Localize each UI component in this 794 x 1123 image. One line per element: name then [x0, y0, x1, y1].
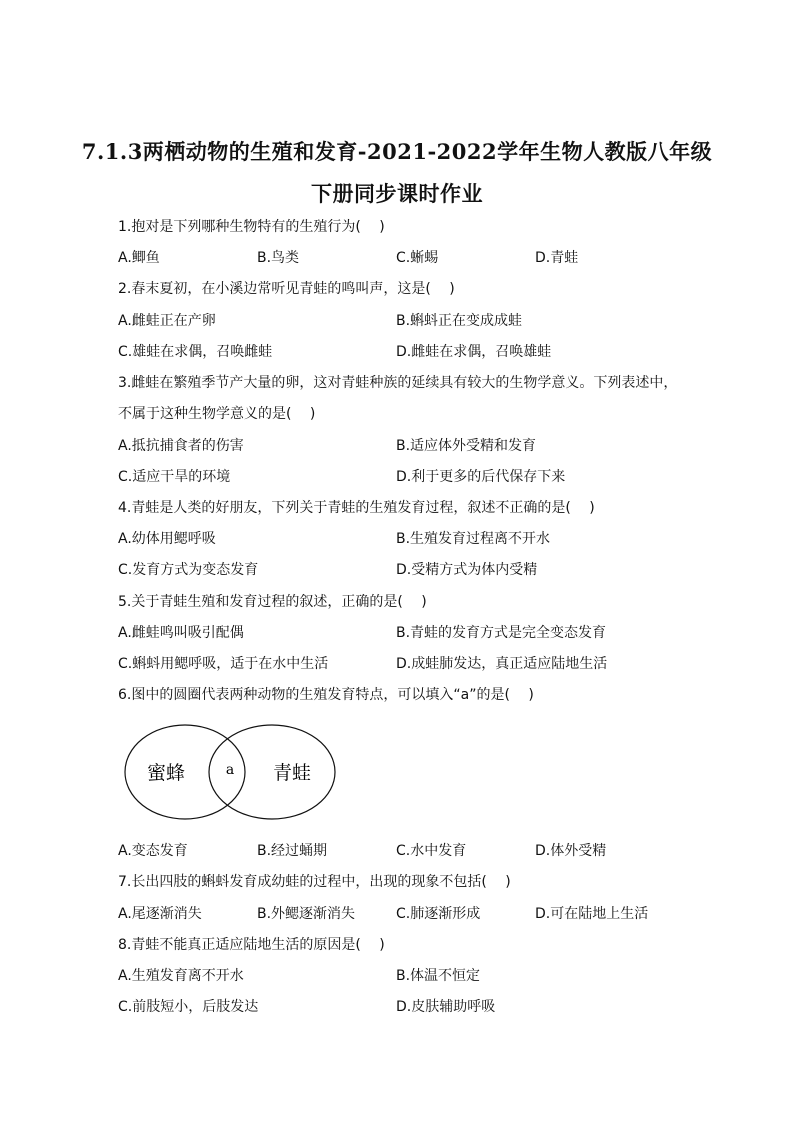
question-stem: 4.青蛙是人类的好朋友，下列关于青蛙的生殖发育过程，叙述不正确的是( ) [118, 500, 595, 516]
option-c: C.肺逐渐形成 [396, 906, 481, 922]
option-a: A.雌蛙鸣叫吸引配偶 [118, 625, 244, 641]
question-stem: 1.抱对是下列哪种生物特有的生殖行为( ) [118, 219, 385, 235]
venn-label-a: a [225, 762, 235, 778]
option-c: C.蝌蚪用鳃呼吸，适于在水中生活 [118, 656, 329, 672]
question-stem: 3.雌蛙在繁殖季节产大量的卵，这对青蛙种族的延续具有较大的生物学意义。下列表述中， [118, 375, 678, 391]
option-d: D.利于更多的后代保存下来 [396, 469, 566, 485]
document-title-line2: 下册同步课时作业 [311, 181, 483, 206]
option-c: C.水中发育 [396, 843, 467, 859]
option-a: A.抵抗捕食者的伤害 [118, 438, 244, 454]
venn-diagram [122, 722, 338, 822]
option-b: B.体温不恒定 [396, 968, 481, 984]
option-b: B.经过蛹期 [257, 843, 328, 859]
option-b: B.生殖发育过程离不开水 [396, 531, 551, 547]
venn-label-bee: 蜜蜂 [146, 762, 186, 784]
question-stem: 8.青蛙不能真正适应陆地生活的原因是( ) [118, 937, 385, 953]
venn-label-frog: 青蛙 [272, 762, 312, 784]
option-d: D.成蛙肺发达，真正适应陆地生活 [396, 656, 608, 672]
option-a: A.变态发育 [118, 843, 188, 859]
option-b: B.外鳃逐渐消失 [257, 906, 356, 922]
option-c: C.前肢短小，后肢发达 [118, 999, 259, 1015]
option-d: D.青蛙 [535, 250, 579, 266]
option-c: C.雄蛙在求偶，召唤雌蛙 [118, 344, 273, 360]
option-d: D.皮肤辅助呼吸 [396, 999, 496, 1015]
option-c: C.适应干旱的环境 [118, 469, 231, 485]
option-d: D.雌蛙在求偶，召唤雄蛙 [396, 344, 552, 360]
option-a: A.生殖发育离不开水 [118, 968, 244, 984]
question-stem: 5.关于青蛙生殖和发育过程的叙述，正确的是( ) [118, 594, 427, 610]
question-stem: 2.春末夏初，在小溪边常听见青蛙的鸣叫声，这是( ) [118, 281, 455, 297]
option-c: C.发育方式为变态发育 [118, 562, 259, 578]
option-d: D.可在陆地上生活 [535, 906, 649, 922]
question-stem: 6.图中的圆圈代表两种动物的生殖发育特点，可以填入“a”的是( ) [118, 687, 534, 703]
option-d: D.体外受精 [535, 843, 607, 859]
option-b: B.蝌蚪正在变成成蛙 [396, 313, 523, 329]
option-b: B.适应体外受精和发育 [396, 438, 537, 454]
option-d: D.受精方式为体内受精 [396, 562, 538, 578]
question-stem-continued: 不属于这种生物学意义的是( ) [118, 406, 316, 422]
question-stem: 7.长出四肢的蝌蚪发育成幼蛙的过程中，出现的现象不包括( ) [118, 874, 511, 890]
option-a: A.鲫鱼 [118, 250, 160, 266]
option-a: A.雌蛙正在产卵 [118, 313, 216, 329]
option-a: A.尾逐渐消失 [118, 906, 202, 922]
option-a: A.幼体用鳃呼吸 [118, 531, 216, 547]
option-c: C.蜥蜴 [396, 250, 439, 266]
document-title: 7.1.3两栖动物的生殖和发育-2021-2022学年生物人教版八年级 [81, 139, 713, 164]
option-b: B.青蛙的发育方式是完全变态发育 [396, 625, 607, 641]
option-b: B.鸟类 [257, 250, 300, 266]
